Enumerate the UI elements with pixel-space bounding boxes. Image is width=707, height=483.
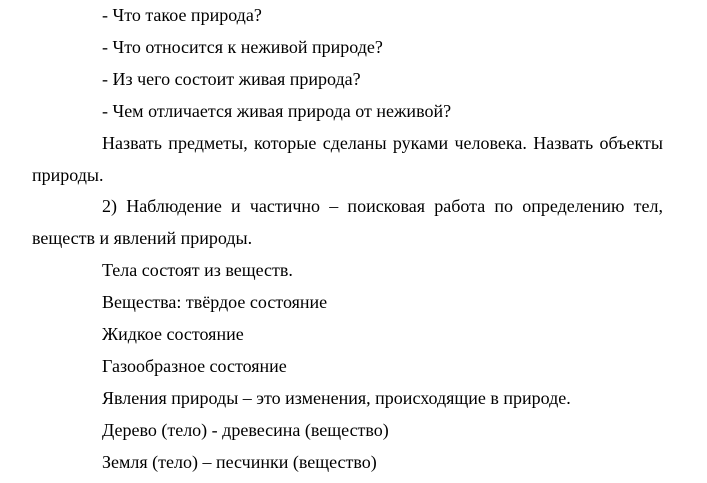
text-line: Газообразное состояние <box>102 355 287 376</box>
paragraph-line: природы. <box>32 164 104 185</box>
text-line: Тела состоят из веществ. <box>102 260 293 281</box>
question-line: - Чем отличается живая природа от неживой? <box>102 100 452 121</box>
paragraph-line: 2) Наблюдение и частично – поисковая работа по определению тел, <box>102 196 663 217</box>
text-line: Земля (тело) – песчинки (вещество) <box>102 451 377 472</box>
text-line: Явления природы – это изменения, происходящие в природе. <box>102 387 571 408</box>
text-line: Жидкое состояние <box>102 324 244 345</box>
question-line: - Что относится к неживой природе? <box>102 36 383 57</box>
paragraph-line: Назвать предметы, которые сделаны руками человека. Назвать объекты <box>102 132 663 153</box>
paragraph-line: веществ и явлений природы. <box>32 228 253 249</box>
text-line: Дерево (тело) - древесина (вещество) <box>102 419 389 440</box>
question-line: - Из чего состоит живая природа? <box>102 68 361 89</box>
text-line: Вещества: твёрдое состояние <box>102 292 328 313</box>
question-line: - Что такое природа? <box>102 5 262 25</box>
